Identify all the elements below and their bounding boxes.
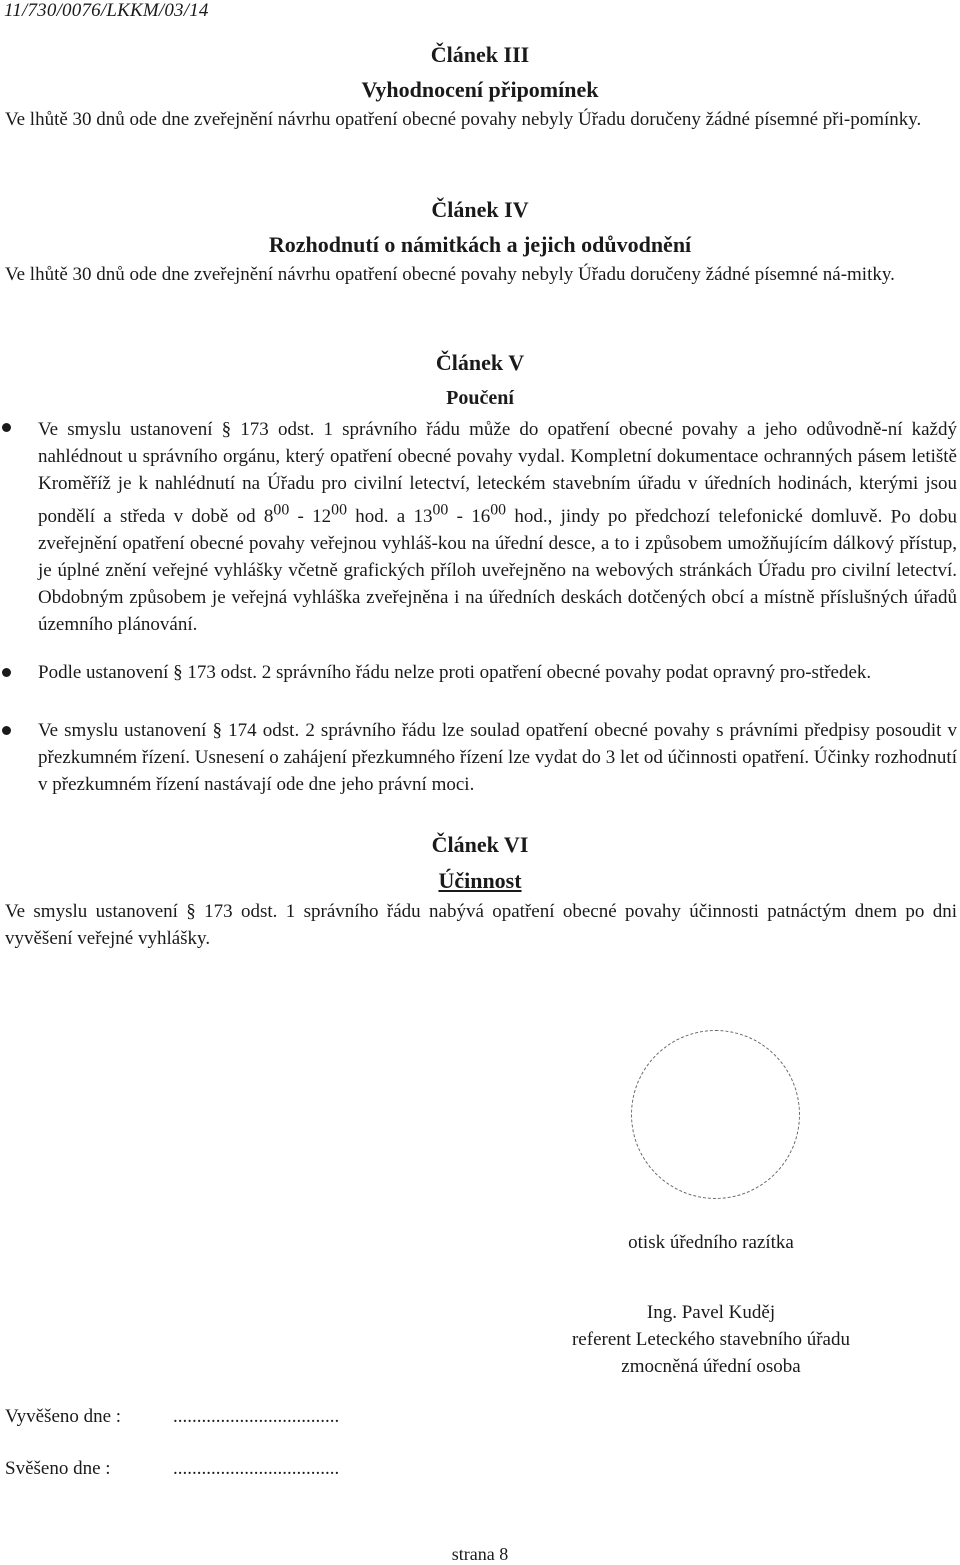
stamp-placeholder-circle (631, 1030, 800, 1199)
removed-date-label: Svěšeno dne : (5, 1458, 111, 1479)
posted-date-value: ................................... (173, 1406, 340, 1427)
article-4-title: Článek IV (431, 197, 529, 222)
bullet-1-publication: Po dobu zveřejnění opatření obecné povahy veřejnou vyhláš-kou na úřední desce, a to i způsobem umožňujícím dálkový přístup, je úplné znění veřejné vyhlášky včetně grafických příloh uveřejněno na webových stránkách Úřadu pro civilní letectví. Obdobným způsobem je veřejná vyhláška zveřejněna i na úředních deskách dotčených obcí a místně příslušných úřadů územního plánování. (38, 506, 958, 636)
article-3-title: Článek III (430, 42, 530, 67)
article-3-subtitle: Vyhodnocení připomínek (361, 77, 599, 102)
article-6-title: Článek VI (431, 832, 529, 857)
article-6-text: Ve smyslu ustanovení § 173 odst. 1 správního řádu nabývá opatření obecné povahy účinnosti patnáctým dnem po dni vyvěšení veřejné vyhlášky. (5, 901, 957, 949)
article-6-subtitle: Účinnost (438, 868, 522, 893)
article-5-title: Článek V (435, 350, 525, 375)
article-4-subtitle: Rozhodnutí o námitkách a jejich odůvodnění (268, 232, 692, 257)
hour-sup-2: 00 (331, 502, 347, 519)
bullet-3-text: Ve smyslu ustanovení § 174 odst. 2 správního řádu lze soulad opatření obecné povahy s právními předpisy posoudit v přezkumném řízení. Usnesení o zahájení přezkumného řízení lze vydat do 3 let od účinnosti opatření. Účinky rozhodnutí v přezkumném řízení nastávají ode dne jeho právní moci. (38, 720, 957, 795)
document-reference: 11/730/0076/LKKM/03/14 (4, 0, 209, 21)
removed-date-value: ................................... (173, 1458, 340, 1479)
hour-sup-4: 00 (490, 502, 507, 519)
page-number: strana 8 (451, 1544, 509, 1564)
article-3-text: Ve lhůtě 30 dnů ode dne zveřejnění návrhu opatření obecné povahy nebyly Úřadu doručeny žádné písemné při-pomínky. (5, 109, 922, 130)
bullet-2-text: Podle ustanovení § 173 odst. 2 správního řádu nelze proti opatření obecné povahy podat opravný pro-středek. (38, 662, 872, 683)
signatory-name: Ing. Pavel Kuděj (646, 1302, 776, 1323)
stamp-label: otisk úředního razítka (628, 1232, 794, 1253)
bullet-1-detail: Kompletní dokumentace ochranných pásem letiště Kroměříž je k nahlédnutí na Úřadu pro civilní letectví, leteckém stavebním úřadu v úředních hodinách, kterými jsou pondělí a středa v době od $8^{00} - 12^{00}$ hod. a $13^{00} - 16^{00}$ hod., jindy po předchozí telefonické domluvě. (38, 446, 957, 528)
bullet-1-marker (2, 423, 11, 432)
hour-sup-3: 00 (432, 502, 449, 519)
hour-sup-1: 00 (273, 502, 290, 519)
signatory-role: referent Leteckého stavebního úřadu (571, 1329, 850, 1350)
posted-date-label: Vyvěšeno dne : (5, 1406, 122, 1427)
article-5-subtitle: Poučení (446, 387, 514, 409)
bullet-3-marker (2, 726, 11, 735)
bullet-2-marker (2, 668, 11, 677)
bullet-1-intro: Ve smyslu ustanovení § 173 odst. 1 správního řádu může do opatření obecné povahy a jeho odůvodně-ní každý nahlédnout u správního orgánu, který opatření obecné povahy vydal. (38, 419, 957, 467)
article-4-text: Ve lhůtě 30 dnů ode dne zveřejnění návrhu opatření obecné povahy nebyly Úřadu doručeny žádné písemné ná-mitky. (5, 264, 895, 285)
bullet-1-text (38, 416, 957, 638)
signatory-authority: zmocněná úřední osoba (621, 1356, 801, 1377)
